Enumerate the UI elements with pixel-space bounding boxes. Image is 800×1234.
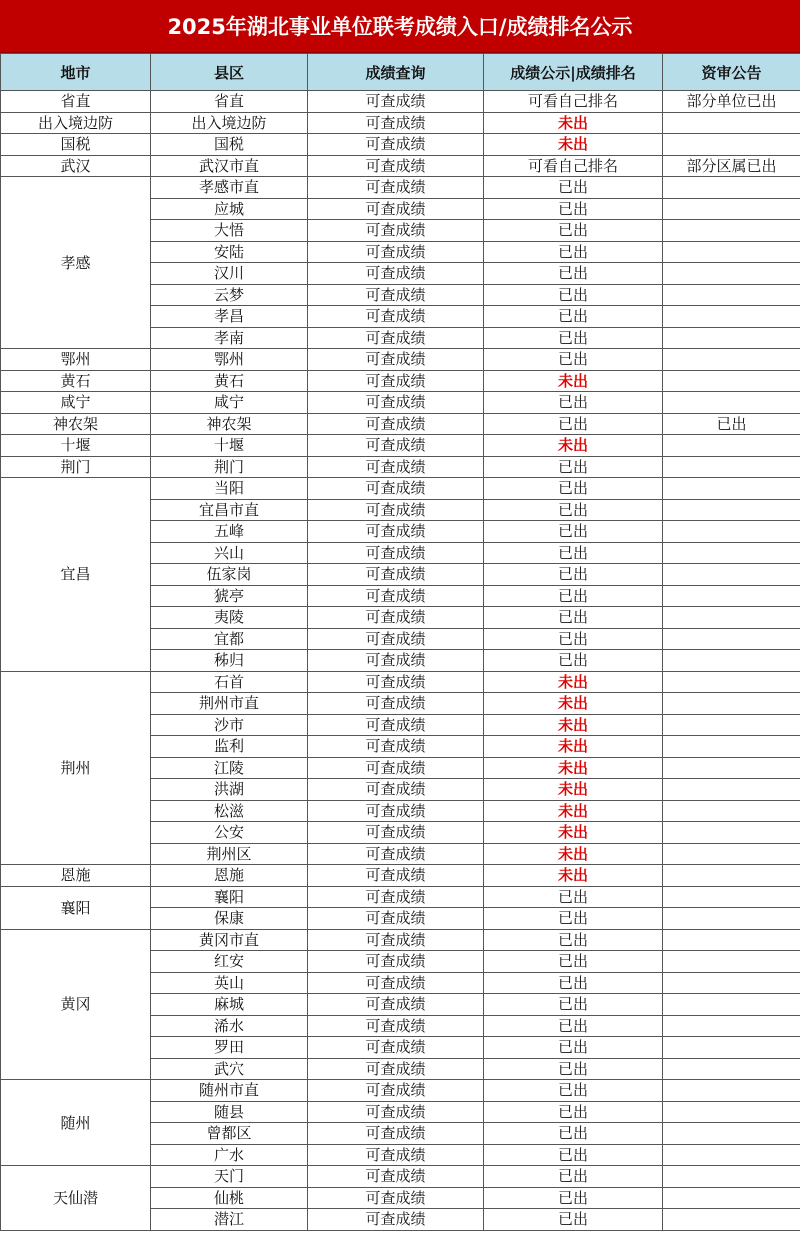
city-cell: 鄂州	[1, 349, 151, 371]
district-cell: 天门	[151, 1166, 308, 1188]
score-query-cell: 可查成绩	[308, 327, 484, 349]
district-cell: 随县	[151, 1101, 308, 1123]
qualification-notice-cell	[663, 671, 800, 693]
ranking-status-cell: 未出	[484, 736, 663, 758]
qualification-notice-cell	[663, 951, 800, 973]
district-cell: 伍家岗	[151, 564, 308, 586]
city-cell: 黄石	[1, 370, 151, 392]
city-cell: 国税	[1, 134, 151, 156]
ranking-status-cell: 未出	[484, 435, 663, 457]
district-cell: 国税	[151, 134, 308, 156]
district-cell: 荆门	[151, 456, 308, 478]
qualification-notice-cell	[663, 542, 800, 564]
qualification-notice-cell: 已出	[663, 413, 800, 435]
table-row	[1, 155, 800, 177]
score-query-cell: 可查成绩	[308, 1015, 484, 1037]
table-row	[1, 349, 800, 371]
ranking-status-cell: 已出	[484, 456, 663, 478]
qualification-notice-cell	[663, 327, 800, 349]
city-cell: 随州	[1, 1080, 151, 1166]
city-cell: 荆门	[1, 456, 151, 478]
score-query-cell: 可查成绩	[308, 177, 484, 199]
city-cell: 出入境边防	[1, 112, 151, 134]
district-cell: 猇亭	[151, 585, 308, 607]
qualification-notice-cell	[663, 370, 800, 392]
ranking-status-cell: 可看自己排名	[484, 91, 663, 113]
district-cell: 江陵	[151, 757, 308, 779]
score-query-cell: 可查成绩	[308, 306, 484, 328]
qualification-notice-cell	[663, 843, 800, 865]
ranking-status-cell: 已出	[484, 499, 663, 521]
qualification-notice-cell	[663, 693, 800, 715]
qualification-notice-cell	[663, 499, 800, 521]
table-row	[1, 929, 800, 951]
qualification-notice-cell	[663, 284, 800, 306]
district-cell: 潜江	[151, 1209, 308, 1231]
score-query-cell: 可查成绩	[308, 1101, 484, 1123]
district-cell: 十堰	[151, 435, 308, 457]
ranking-status-cell: 已出	[484, 241, 663, 263]
ranking-status-cell: 已出	[484, 220, 663, 242]
ranking-status-cell: 已出	[484, 908, 663, 930]
ranking-status-cell: 已出	[484, 564, 663, 586]
district-cell: 五峰	[151, 521, 308, 543]
score-query-cell: 可查成绩	[308, 929, 484, 951]
score-query-cell: 可查成绩	[308, 1037, 484, 1059]
city-cell: 荆州	[1, 671, 151, 865]
table-row	[1, 865, 800, 887]
district-cell: 广水	[151, 1144, 308, 1166]
ranking-status-cell: 未出	[484, 843, 663, 865]
qualification-notice-cell	[663, 972, 800, 994]
score-query-cell: 可查成绩	[308, 478, 484, 500]
score-query-cell: 可查成绩	[308, 435, 484, 457]
ranking-status-cell: 已出	[484, 413, 663, 435]
score-query-cell: 可查成绩	[308, 456, 484, 478]
district-cell: 荆州区	[151, 843, 308, 865]
city-cell: 武汉	[1, 155, 151, 177]
score-query-cell: 可查成绩	[308, 865, 484, 887]
district-cell: 兴山	[151, 542, 308, 564]
district-cell: 当阳	[151, 478, 308, 500]
table-row	[1, 671, 800, 693]
table-row	[1, 1166, 800, 1188]
district-cell: 应城	[151, 198, 308, 220]
district-cell: 麻城	[151, 994, 308, 1016]
table-row	[1, 413, 800, 435]
district-cell: 鄂州	[151, 349, 308, 371]
city-cell: 咸宁	[1, 392, 151, 414]
table-row	[1, 478, 800, 500]
score-query-cell: 可查成绩	[308, 134, 484, 156]
qualification-notice-cell	[663, 392, 800, 414]
ranking-status-cell: 已出	[484, 951, 663, 973]
qualification-notice-cell	[663, 929, 800, 951]
qualification-notice-cell	[663, 435, 800, 457]
score-query-cell: 可查成绩	[308, 198, 484, 220]
district-cell: 襄阳	[151, 886, 308, 908]
score-query-cell: 可查成绩	[308, 284, 484, 306]
qualification-notice-cell	[663, 650, 800, 672]
qualification-notice-cell	[663, 886, 800, 908]
ranking-status-cell: 已出	[484, 886, 663, 908]
ranking-status-cell: 已出	[484, 1144, 663, 1166]
ranking-status-cell: 已出	[484, 628, 663, 650]
district-cell: 神农架	[151, 413, 308, 435]
ranking-status-cell: 已出	[484, 542, 663, 564]
ranking-status-cell: 未出	[484, 693, 663, 715]
qualification-notice-cell	[663, 1166, 800, 1188]
district-cell: 省直	[151, 91, 308, 113]
score-query-cell: 可查成绩	[308, 607, 484, 629]
ranking-status-cell: 未出	[484, 671, 663, 693]
ranking-status-cell: 可看自己排名	[484, 155, 663, 177]
qualification-notice-cell	[663, 1209, 800, 1231]
district-cell: 公安	[151, 822, 308, 844]
score-query-cell: 可查成绩	[308, 349, 484, 371]
table-row	[1, 886, 800, 908]
ranking-status-cell: 未出	[484, 370, 663, 392]
qualification-notice-cell: 部分单位已出	[663, 91, 800, 113]
header-qualification-notice: 资审公告	[663, 54, 800, 91]
table-row	[1, 392, 800, 414]
ranking-status-cell: 已出	[484, 1058, 663, 1080]
score-query-cell: 可查成绩	[308, 263, 484, 285]
ranking-status-cell: 未出	[484, 112, 663, 134]
ranking-status-cell: 已出	[484, 392, 663, 414]
qualification-notice-cell	[663, 714, 800, 736]
city-cell: 黄冈	[1, 929, 151, 1080]
district-cell: 浠水	[151, 1015, 308, 1037]
table-row	[1, 1080, 800, 1102]
qualification-notice-cell	[663, 736, 800, 758]
district-cell: 孝感市直	[151, 177, 308, 199]
score-query-cell: 可查成绩	[308, 1058, 484, 1080]
score-query-cell: 可查成绩	[308, 1144, 484, 1166]
district-cell: 英山	[151, 972, 308, 994]
score-query-cell: 可查成绩	[308, 585, 484, 607]
score-query-cell: 可查成绩	[308, 972, 484, 994]
ranking-status-cell: 未出	[484, 714, 663, 736]
ranking-status-cell: 已出	[484, 1015, 663, 1037]
district-cell: 仙桃	[151, 1187, 308, 1209]
score-query-cell: 可查成绩	[308, 822, 484, 844]
qualification-notice-cell	[663, 1144, 800, 1166]
score-query-cell: 可查成绩	[308, 779, 484, 801]
header-score-query: 成绩查询	[308, 54, 484, 91]
ranking-status-cell: 已出	[484, 177, 663, 199]
qualification-notice-cell	[663, 757, 800, 779]
qualification-notice-cell	[663, 1080, 800, 1102]
ranking-status-cell: 已出	[484, 521, 663, 543]
ranking-status-cell: 已出	[484, 650, 663, 672]
ranking-status-cell: 已出	[484, 1209, 663, 1231]
ranking-status-cell: 已出	[484, 929, 663, 951]
district-cell: 红安	[151, 951, 308, 973]
district-cell: 随州市直	[151, 1080, 308, 1102]
score-query-cell: 可查成绩	[308, 542, 484, 564]
district-cell: 汉川	[151, 263, 308, 285]
city-cell: 省直	[1, 91, 151, 113]
qualification-notice-cell	[663, 800, 800, 822]
district-cell: 宜昌市直	[151, 499, 308, 521]
qualification-notice-cell	[663, 241, 800, 263]
score-query-cell: 可查成绩	[308, 370, 484, 392]
ranking-status-cell: 未出	[484, 779, 663, 801]
header-score-ranking: 成绩公示|成绩排名	[484, 54, 663, 91]
score-query-cell: 可查成绩	[308, 564, 484, 586]
score-query-cell: 可查成绩	[308, 1166, 484, 1188]
district-cell: 保康	[151, 908, 308, 930]
qualification-notice-cell	[663, 607, 800, 629]
results-table	[0, 53, 800, 1231]
score-query-cell: 可查成绩	[308, 908, 484, 930]
district-cell: 监利	[151, 736, 308, 758]
ranking-status-cell: 未出	[484, 800, 663, 822]
ranking-status-cell: 未出	[484, 822, 663, 844]
score-query-cell: 可查成绩	[308, 1123, 484, 1145]
qualification-notice-cell	[663, 198, 800, 220]
ranking-status-cell: 已出	[484, 585, 663, 607]
table-row	[1, 435, 800, 457]
qualification-notice-cell	[663, 1123, 800, 1145]
score-query-cell: 可查成绩	[308, 112, 484, 134]
ranking-status-cell: 已出	[484, 263, 663, 285]
district-cell: 孝昌	[151, 306, 308, 328]
qualification-notice-cell	[663, 564, 800, 586]
district-cell: 咸宁	[151, 392, 308, 414]
city-cell: 宜昌	[1, 478, 151, 672]
score-query-cell: 可查成绩	[308, 800, 484, 822]
qualification-notice-cell	[663, 349, 800, 371]
district-cell: 黄石	[151, 370, 308, 392]
city-cell: 恩施	[1, 865, 151, 887]
qualification-notice-cell	[663, 134, 800, 156]
header-city: 地市	[1, 54, 151, 91]
page-title: 2025年湖北事业单位联考成绩入口/成绩排名公示	[0, 0, 800, 53]
score-query-cell: 可查成绩	[308, 241, 484, 263]
district-cell: 武穴	[151, 1058, 308, 1080]
table-row	[1, 370, 800, 392]
score-query-cell: 可查成绩	[308, 671, 484, 693]
ranking-status-cell: 已出	[484, 327, 663, 349]
qualification-notice-cell	[663, 1037, 800, 1059]
district-cell: 出入境边防	[151, 112, 308, 134]
score-query-cell: 可查成绩	[308, 736, 484, 758]
district-cell: 沙市	[151, 714, 308, 736]
city-cell: 天仙潜	[1, 1166, 151, 1231]
ranking-status-cell: 已出	[484, 607, 663, 629]
qualification-notice-cell	[663, 1058, 800, 1080]
qualification-notice-cell	[663, 1015, 800, 1037]
district-cell: 石首	[151, 671, 308, 693]
district-cell: 洪湖	[151, 779, 308, 801]
ranking-status-cell: 已出	[484, 1123, 663, 1145]
district-cell: 大悟	[151, 220, 308, 242]
score-query-cell: 可查成绩	[308, 628, 484, 650]
score-query-cell: 可查成绩	[308, 994, 484, 1016]
ranking-status-cell: 已出	[484, 198, 663, 220]
qualification-notice-cell	[663, 306, 800, 328]
ranking-status-cell: 已出	[484, 349, 663, 371]
district-cell: 恩施	[151, 865, 308, 887]
district-cell: 孝南	[151, 327, 308, 349]
city-cell: 十堰	[1, 435, 151, 457]
ranking-status-cell: 已出	[484, 284, 663, 306]
ranking-status-cell: 已出	[484, 1080, 663, 1102]
qualification-notice-cell	[663, 822, 800, 844]
qualification-notice-cell	[663, 865, 800, 887]
qualification-notice-cell: 部分区属已出	[663, 155, 800, 177]
score-query-cell: 可查成绩	[308, 1187, 484, 1209]
table-row	[1, 112, 800, 134]
qualification-notice-cell	[663, 779, 800, 801]
district-cell: 武汉市直	[151, 155, 308, 177]
table-row	[1, 456, 800, 478]
table-body	[1, 91, 800, 1231]
city-cell: 孝感	[1, 177, 151, 349]
district-cell: 荆州市直	[151, 693, 308, 715]
qualification-notice-cell	[663, 908, 800, 930]
district-cell: 安陆	[151, 241, 308, 263]
qualification-notice-cell	[663, 628, 800, 650]
district-cell: 宜都	[151, 628, 308, 650]
table-row	[1, 134, 800, 156]
score-query-cell: 可查成绩	[308, 1209, 484, 1231]
district-cell: 秭归	[151, 650, 308, 672]
ranking-status-cell: 已出	[484, 306, 663, 328]
ranking-status-cell: 已出	[484, 1166, 663, 1188]
city-cell: 襄阳	[1, 886, 151, 929]
score-query-cell: 可查成绩	[308, 650, 484, 672]
qualification-notice-cell	[663, 521, 800, 543]
score-query-cell: 可查成绩	[308, 91, 484, 113]
score-query-cell: 可查成绩	[308, 843, 484, 865]
qualification-notice-cell	[663, 478, 800, 500]
qualification-notice-cell	[663, 177, 800, 199]
score-query-cell: 可查成绩	[308, 757, 484, 779]
ranking-status-cell: 已出	[484, 972, 663, 994]
score-query-cell: 可查成绩	[308, 155, 484, 177]
district-cell: 云梦	[151, 284, 308, 306]
header-district: 县区	[151, 54, 308, 91]
ranking-status-cell: 已出	[484, 1101, 663, 1123]
qualification-notice-cell	[663, 263, 800, 285]
qualification-notice-cell	[663, 1101, 800, 1123]
score-query-cell: 可查成绩	[308, 220, 484, 242]
district-cell: 罗田	[151, 1037, 308, 1059]
ranking-status-cell: 已出	[484, 1187, 663, 1209]
district-cell: 松滋	[151, 800, 308, 822]
city-cell: 神农架	[1, 413, 151, 435]
qualification-notice-cell	[663, 112, 800, 134]
table-row	[1, 91, 800, 113]
score-query-cell: 可查成绩	[308, 392, 484, 414]
district-cell: 夷陵	[151, 607, 308, 629]
ranking-status-cell: 已出	[484, 478, 663, 500]
district-cell: 曾都区	[151, 1123, 308, 1145]
score-query-cell: 可查成绩	[308, 714, 484, 736]
table-row	[1, 177, 800, 199]
qualification-notice-cell	[663, 585, 800, 607]
score-query-cell: 可查成绩	[308, 886, 484, 908]
score-query-cell: 可查成绩	[308, 499, 484, 521]
qualification-notice-cell	[663, 1187, 800, 1209]
district-cell: 黄冈市直	[151, 929, 308, 951]
score-query-cell: 可查成绩	[308, 951, 484, 973]
ranking-status-cell: 未出	[484, 134, 663, 156]
score-query-cell: 可查成绩	[308, 1080, 484, 1102]
ranking-status-cell: 已出	[484, 1037, 663, 1059]
ranking-status-cell: 未出	[484, 757, 663, 779]
score-query-cell: 可查成绩	[308, 413, 484, 435]
qualification-notice-cell	[663, 994, 800, 1016]
ranking-status-cell: 未出	[484, 865, 663, 887]
header-row	[1, 54, 800, 91]
score-query-cell: 可查成绩	[308, 521, 484, 543]
qualification-notice-cell	[663, 220, 800, 242]
ranking-status-cell: 已出	[484, 994, 663, 1016]
score-query-cell: 可查成绩	[308, 693, 484, 715]
qualification-notice-cell	[663, 456, 800, 478]
